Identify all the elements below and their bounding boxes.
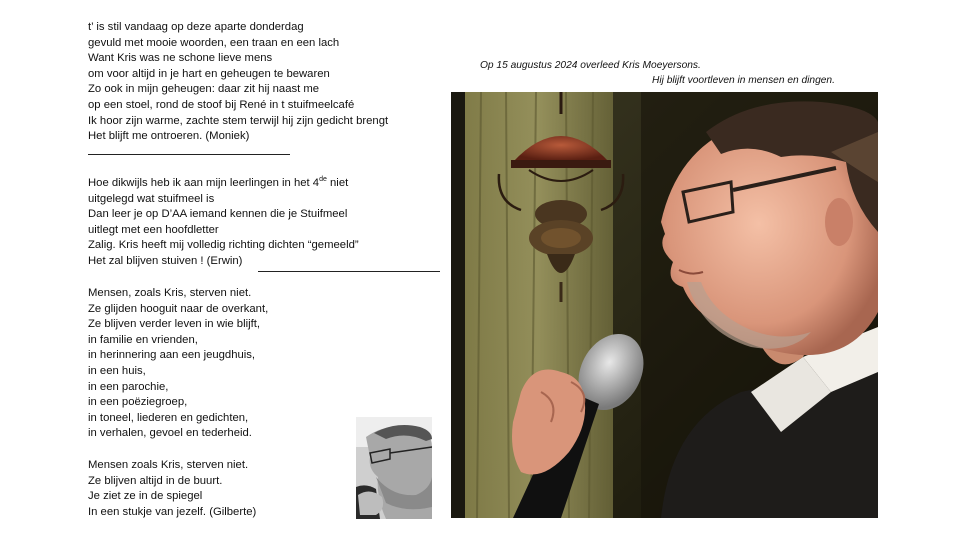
poem-line: Het zal blijven stuiven ! (Erwin) [88, 254, 243, 267]
poem-line: in herinnering aan een jeugdhuis, [88, 349, 256, 362]
poem-line: Ze glijden hooguit naar de overkant, [88, 302, 269, 315]
portrait-photo-small [356, 417, 432, 519]
memorial-subcaption: Hij blijft voortleven in mensen en dingen. [652, 75, 835, 86]
poem-line: Ik hoor zijn warme, zachte stem terwijl hij zijn gedicht brengt [88, 114, 389, 127]
poem-line: in verhalen, gevoel en tederheid. [88, 427, 252, 440]
poem-line: uitlegt met een hoofdletter [88, 223, 219, 236]
poem-line: Ze blijven altijd in de buurt. [88, 474, 223, 487]
ordinal-superscript: de [319, 176, 327, 184]
poem-line: Dan leer je op D’AA iemand kennen die je Stuifmeel [88, 208, 348, 221]
poem-line: Ze blijven verder leven in wie blijft, [88, 318, 261, 331]
poem-line: Het blijft me ontroeren. (Moniek) [88, 130, 250, 143]
poem-line: In een stukje van jezelf. (Gilberte) [88, 505, 257, 518]
poem-line: om voor altijd in je hart en geheugen te bewaren [88, 67, 330, 80]
poem-line: in toneel, liederen en gedichten, [88, 411, 249, 424]
poem-line: Zo ook in mijn geheugen: daar zit hij naast me [88, 83, 320, 96]
poem-line: Zalig. Kris heeft mij volledig richting dichten “gemeeld” [88, 239, 359, 252]
poem-line: in een poëziegroep, [88, 396, 188, 409]
poem-line: in een huis, [88, 364, 146, 377]
poem-line: Want Kris was ne schone lieve mens [88, 52, 273, 65]
poem-line: Je ziet ze in de spiegel [88, 490, 203, 503]
poem-line: gevuld met mooie woorden, een traan en een lach [88, 36, 340, 49]
poem-line-text: Hoe dikwijls heb ik aan mijn leerlingen in het 4 [88, 177, 320, 189]
poem-line: uitgelegd wat stuifmeel is [88, 192, 215, 205]
portrait-photo [451, 92, 878, 518]
poem-erwin [88, 176, 428, 270]
poem-line: op een stoel, rond de stoof bij René in t stuifmeelcafé [88, 98, 355, 111]
poem-line [88, 176, 428, 192]
poem-line: in familie en vrienden, [88, 333, 198, 346]
poem-line: Mensen zoals Kris, sterven niet. [88, 459, 249, 471]
divider-line [88, 145, 428, 161]
poem-moniek [88, 20, 428, 160]
poem-line: in een parochie, [88, 380, 169, 393]
poem-line-text: niet [326, 177, 349, 189]
divider-line [258, 271, 440, 272]
poem-line: Mensen, zoals Kris, sterven niet. [88, 287, 252, 299]
memorial-caption: Op 15 augustus 2024 overleed Kris Moeyersons. [480, 60, 701, 71]
poem-line: t’ is stil vandaag op deze aparte donderdag [88, 21, 304, 33]
